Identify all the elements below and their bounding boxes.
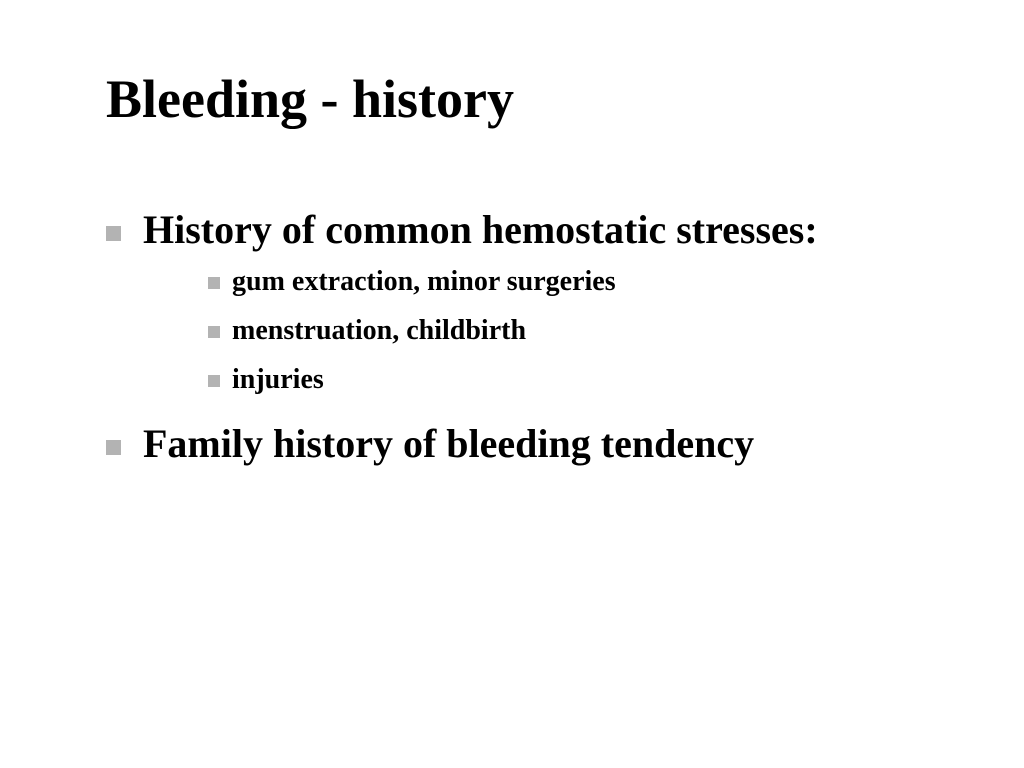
square-bullet-icon <box>208 326 220 338</box>
bullet-family-history <box>106 422 754 466</box>
bullet-text: Family history of bleeding tendency <box>143 421 755 466</box>
square-bullet-icon <box>106 226 121 241</box>
subbullet-text: injuries <box>232 364 324 395</box>
square-bullet-icon <box>208 277 220 289</box>
slide-title: Bleeding - history <box>106 69 515 129</box>
bullet-hemostatic-stresses <box>106 208 818 252</box>
square-bullet-icon <box>208 375 220 387</box>
subbullet-text: menstruation, childbirth <box>232 315 527 346</box>
square-bullet-icon <box>106 440 121 455</box>
bullet-text: History of common hemostatic stresses: <box>143 207 818 252</box>
subbullet-menstruation <box>208 316 526 347</box>
subbullet-text: gum extraction, minor surgeries <box>232 266 616 297</box>
subbullet-injuries <box>208 365 324 396</box>
subbullet-gum-extraction <box>208 267 616 298</box>
